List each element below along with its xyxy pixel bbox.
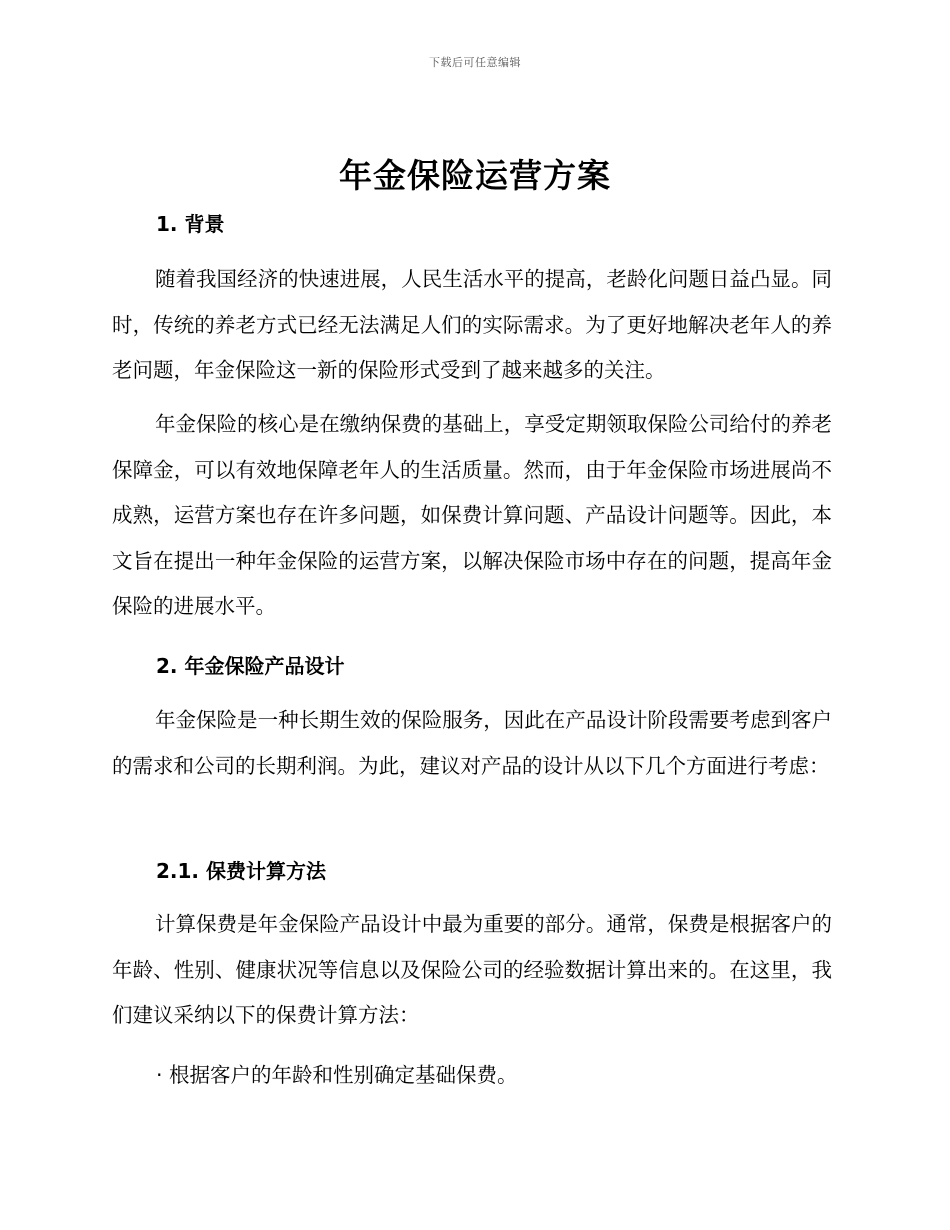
header-note: 下载后可任意编辑 (429, 56, 521, 69)
paragraph-premium-calc: 计算保费是年金保险产品设计中最为重要的部分。通常，保费是根据客户的年龄、性别、健康状况等信息以及保险公司的经验数据计算出来的。在这里，我们建议采纳以下的保费计算方法： (112, 912, 832, 1027)
paragraph-background-1: 随着我国经济的快速进展，人民生活水平的提高，老龄化问题日益凸显。同时，传统的养老方式已经无法满足人们的实际需求。为了更好地解决老年人的养老问题，年金保险这一新的保险形式受到了越来越多的关注。 (112, 267, 832, 382)
paragraph-background-2: 年金保险的核心是在缴纳保费的基础上，享受定期领取保险公司给付的养老保障金，可以有效地保障老年人的生活质量。然而，由于年金保险市场进展尚不成熟，运营方案也存在许多问题，如保费计算问题、产品设计问题等。因此，本文旨在提出一种年金保险的运营方案，以解决保险市场中存在的问题，提高年金保险的进展水平。 (112, 412, 832, 618)
paragraph-product-design: 年金保险是一种长期生效的保险服务，因此在产品设计阶段需要考虑到客户的需求和公司的长期利润。为此，建议对产品的设计从以下几个方面进行考虑： (112, 708, 832, 778)
bullet-item-base-premium: · 根据客户的年龄和性别确定基础保费。 (156, 1063, 518, 1087)
section-heading-background: 1. 背景 (156, 212, 225, 236)
subsection-heading-premium-calc: 2.1. 保费计算方法 (156, 859, 326, 883)
section-heading-product-design: 2. 年金保险产品设计 (156, 654, 345, 678)
document-title: 年金保险运营方案 (339, 156, 611, 195)
